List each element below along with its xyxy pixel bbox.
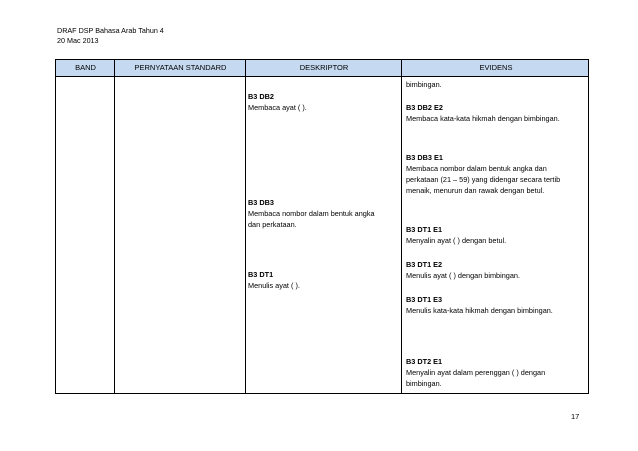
- column-header-evidens: EVIDENS: [479, 63, 513, 72]
- evidens-text: Menyalin ayat dalam perenggan ( ) dengan: [406, 368, 546, 377]
- column-divider: [401, 60, 402, 393]
- deskriptor-code: B3 DT1: [248, 270, 274, 279]
- deskriptor-item: [248, 91, 307, 113]
- deskriptor-code: B3 DB2: [248, 92, 274, 101]
- table-header-row: [56, 60, 588, 77]
- evidens-text: Membaca nombor dalam bentuk angka dan: [406, 164, 547, 173]
- column-divider: [114, 60, 115, 393]
- evidens-text: Menulis kata-kata hikmah dengan bimbingan.: [406, 306, 553, 315]
- evidens-text: perkataan (21 – 59) yang didengar secara tertib: [406, 175, 561, 184]
- evidens-continuation: bimbingan.: [406, 80, 442, 89]
- evidens-code: B3 DB2 E2: [406, 103, 443, 112]
- evidens-item: [406, 259, 520, 281]
- evidens-code: B3 DT1 E3: [406, 295, 443, 304]
- standards-table: [55, 59, 589, 394]
- document-header: [57, 26, 164, 46]
- deskriptor-code: B3 DB3: [248, 198, 274, 207]
- deskriptor-text: Membaca nombor dalam bentuk angka: [248, 209, 375, 218]
- evidens-text: Menyalin ayat ( ) dengan betul.: [406, 236, 507, 245]
- evidens-text: menaik, menurun dan rawak dengan betul.: [406, 186, 545, 195]
- evidens-item: [406, 356, 545, 389]
- column-header-deskriptor: DESKRIPTOR: [299, 63, 349, 72]
- evidens-code: B3 DT1 E1: [406, 225, 443, 234]
- deskriptor-text: Membaca ayat ( ).: [248, 103, 307, 112]
- evidens-code: B3 DT2 E1: [406, 357, 443, 366]
- document-title: DRAF DSP Bahasa Arab Tahun 4: [57, 26, 164, 35]
- evidens-item: [406, 294, 553, 316]
- evidens-item: [406, 102, 560, 124]
- page-number: 17: [571, 412, 580, 421]
- column-header-pernyataan-standard: PERNYATAAN STANDARD: [134, 63, 227, 72]
- evidens-text: Menulis ayat ( ) dengan bimbingan.: [406, 271, 520, 280]
- document-date: 20 Mac 2013: [57, 36, 99, 45]
- column-divider: [245, 60, 246, 393]
- evidens-code: B3 DT1 E2: [406, 260, 443, 269]
- evidens-text: bimbingan.: [406, 379, 442, 388]
- evidens-item: [406, 152, 560, 196]
- column-header-band: BAND: [75, 63, 96, 72]
- evidens-text: Membaca kata-kata hikmah dengan bimbingan.: [406, 114, 560, 123]
- deskriptor-text: dan perkataan.: [248, 220, 297, 229]
- evidens-code: B3 DB3 E1: [406, 153, 443, 162]
- deskriptor-item: [248, 197, 375, 230]
- deskriptor-item: [248, 269, 300, 291]
- deskriptor-text: Menulis ayat ( ).: [248, 281, 300, 290]
- evidens-item: [406, 224, 506, 246]
